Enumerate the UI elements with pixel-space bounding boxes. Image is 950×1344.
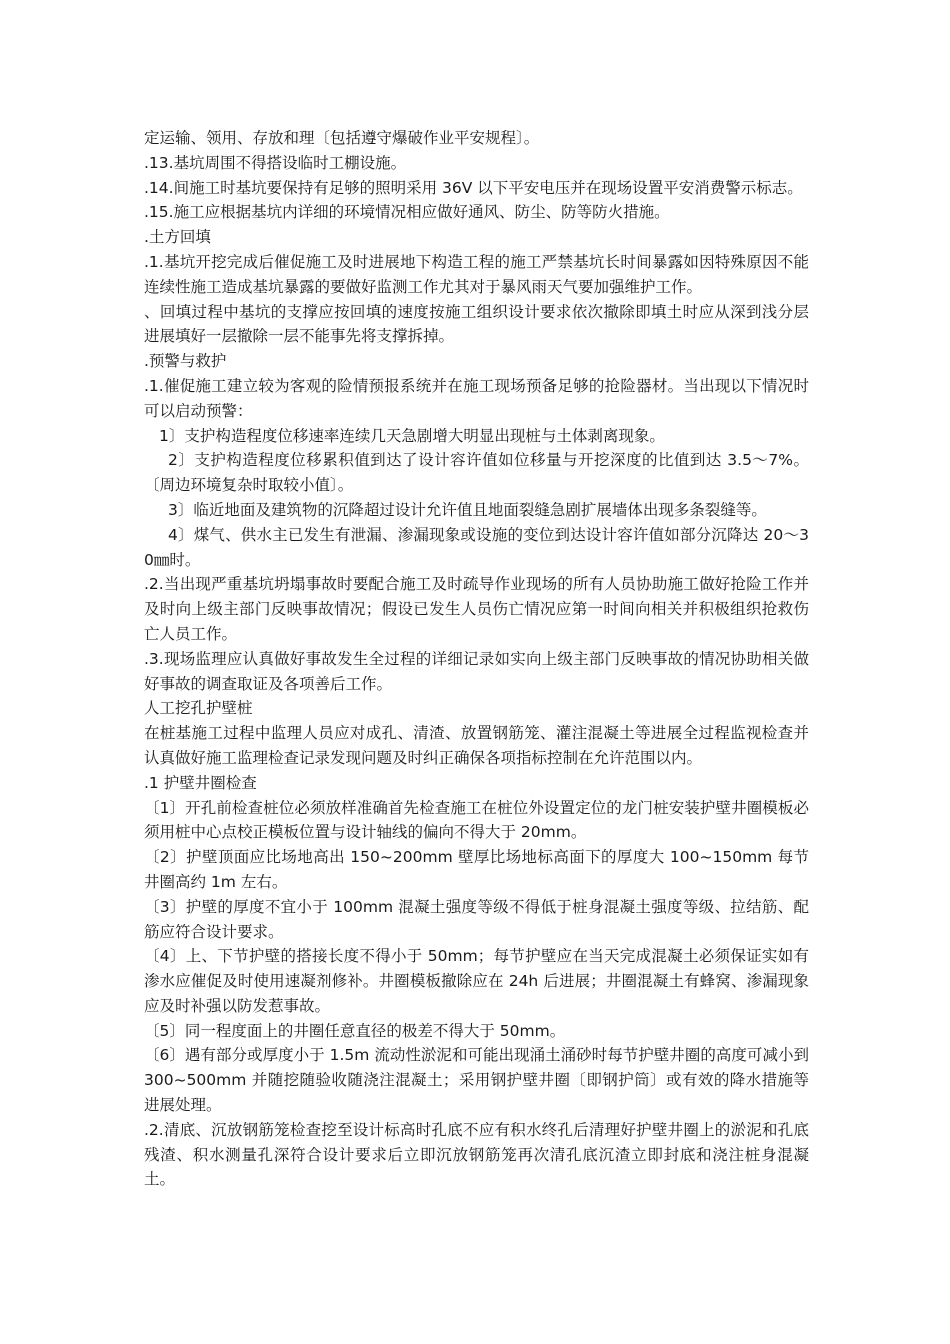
paragraph: .15.施工应根据基坑内详细的环境情况相应做好通风、防尘、防等防火措施。	[144, 203, 670, 222]
list-item: 〔4〕上、下节护壁的搭接长度不得小于 50mm；每节护壁应在当天完成混凝土必须保证实如有渗水应催促及时使用速凝剂修补。井圈模板撤除应在 24h 后进展；井圈混凝土有蜂窝、渗漏现象应及时补强以防发惹事故。	[144, 947, 809, 1015]
paragraph: .1.基坑开挖完成后催促施工及时进展地下构造工程的施工严禁基坑长时间暴露如因特殊原因不能连续性施工造成基坑暴露的要做好监测工作尤其对于暴风雨天气要加强维护工作。	[144, 252, 809, 296]
section-heading: .土方回填	[144, 228, 211, 247]
list-item: 〔3〕护壁的厚度不宜小于 100mm 混凝土强度等级不得低于桩身混凝土强度等级、拉结筋、配筋应符合设计要求。	[144, 897, 809, 941]
list-item: 3〕临近地面及建筑物的沉降超过设计允许值且地面裂缝急剧扩展墙体出现多条裂缝等。	[168, 500, 767, 519]
section-heading: 人工挖孔护壁桩	[144, 699, 253, 718]
paragraph: .3.现场监理应认真做好事故发生全过程的详细记录如实向上级主部门反映事故的情况协助相关做好事故的调查取证及各项善后工作。	[144, 649, 809, 693]
paragraph: .13.基坑周围不得搭设临时工棚设施。	[144, 153, 407, 172]
list-item: 1〕支护构造程度位移速率连续几天急剧增大明显出现桩与土体剥离现象。	[159, 426, 665, 445]
list-item: 〔5〕同一程度面上的井圈任意直径的极差不得大于 50mm。	[144, 1021, 566, 1040]
paragraph: 定运输、领用、存放和理〔包括遵守爆破作业平安规程〕。	[144, 129, 540, 147]
section-heading: .预警与救护	[144, 352, 227, 371]
paragraph: .2.当出现严重基坑坍塌事故时要配合施工及时疏导作业现场的所有人员协助施工做好抢险工作并及时向上级主部门反映事故情况；假设已发生人员伤亡情况应第一时间向相关并积极组织抢救伤亡人员工作。	[144, 575, 809, 643]
list-item: 〔6〕遇有部分或厚度小于 1.5m 流动性淤泥和可能出现涌土涌砂时每节护壁井圈的高度可减小到 300~500mm 并随挖随验收随浇注混凝土；采用钢护壁井圈〔即钢护筒〕或有效的降水措施等进展处理。	[144, 1046, 809, 1115]
paragraph: .2.清底、沉放钢筋笼检查挖至设计标高时孔底不应有积水终孔后清理好护壁井圈上的淤泥和孔底残渣、积水测量孔深符合设计要求后立即沉放钢筋笼再次清孔底沉渣立即封底和浇注桩身混凝土。	[144, 1120, 809, 1189]
paragraph: 、回填过程中基坑的支撑应按回填的速度按施工组织设计要求依次撤除即填土时应从深到浅分层进展填好一层撤除一层不能事先将支撑拆掉。	[144, 302, 809, 346]
paragraph: .1.催促施工建立较为客观的险情预报系统并在施工现场预备足够的抢险器材。当出现以下情况时可以启动预警：	[144, 376, 809, 420]
list-item: 2〕支护构造程度位移累积值到达了设计容许值如位移量与开挖深度的比值到达 3.5～7%。〔周边环境复杂时取较小值〕。	[144, 451, 809, 495]
list-item: 〔1〕开孔前检查桩位必须放样准确首先检查施工在桩位外设置定位的龙门桩安装护壁井圈模板必须用桩中心点校正模板位置与设计轴线的偏向不得大于 20mm。	[144, 798, 809, 842]
list-item: 4〕煤气、供水主已发生有泄漏、渗漏现象或设施的变位到达设计容许值如部分沉降达 20～30㎜时。	[144, 525, 809, 569]
list-item: 〔2〕护壁顶面应比场地高出 150~200mm 壁厚比场地标高面下的厚度大 100~150mm 每节井圈高约 1m 左右。	[144, 848, 809, 891]
paragraph: .14.间施工时基坑要保持有足够的照明采用 36V 以下平安电压并在现场设置平安消费警示标志。	[144, 178, 803, 197]
paragraph: 在桩基施工过程中监理人员应对成孔、清渣、放置钢筋笼、灌注混凝土等进展全过程监视检查并认真做好施工监理检查记录发现问题及时纠正确保各项指标控制在允许范围以内。	[144, 724, 809, 767]
subsection-heading: .1 护壁井圈检查	[144, 773, 257, 792]
document-body	[144, 126, 809, 1192]
